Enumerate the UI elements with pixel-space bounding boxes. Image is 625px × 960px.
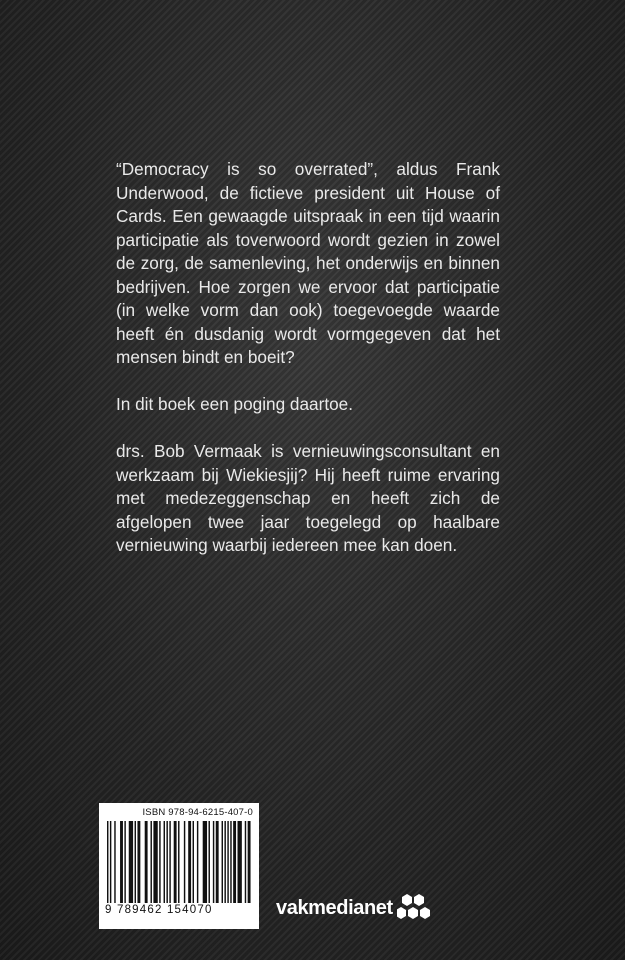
isbn-barcode <box>99 803 259 929</box>
isbn-label: ISBN 978-94-6215-407-0 <box>142 807 253 818</box>
publisher-logo <box>276 893 431 923</box>
back-cover-text <box>116 158 500 558</box>
barcode-bars <box>105 821 253 903</box>
tagline: In dit boek een poging daartoe. <box>116 394 353 414</box>
blurb-paragraph: “Democracy is so overrated”, aldus Frank Underwood, de fictieve president uit House of Cards. Een gewaagde uitspraak in een tijd waarin participatie als toverwoord wordt gezien in zowel de zorg, de samenleving, het onderwijs en binnen bedrijven. Hoe zorgen we ervoor dat participatie (in welke vorm dan ook) toegevoegde waarde heeft én dusdanig wordt vormgegeven dat het mensen bindt en boeit? <box>116 159 500 367</box>
hexagon-cluster-icon <box>397 893 431 923</box>
ean-digits: 9 789462 154070 <box>105 904 213 916</box>
publisher-name: vakmedianet <box>276 896 393 919</box>
author-bio: drs. Bob Vermaak is vernieuwingsconsultant en werkzaam bij Wiekiesjij? Hij heeft ruime ervaring met medezeggenschap en heeft zich de afgelopen twee jaar toegelegd op haalbare vernieuwing waarbij iedereen mee kan doen. <box>116 441 500 555</box>
